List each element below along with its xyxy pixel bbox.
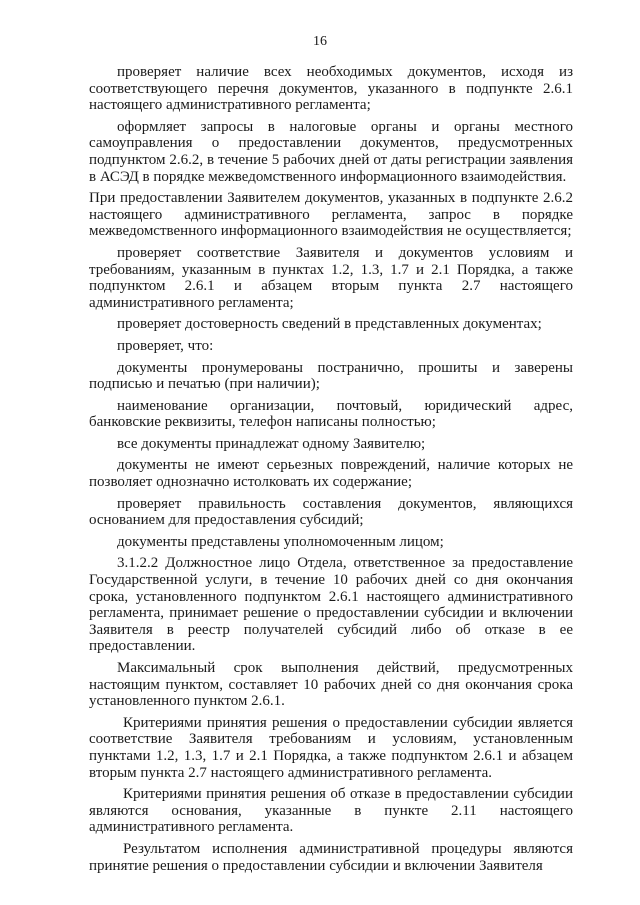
- page-number: 16: [313, 34, 327, 49]
- paragraph: 3.1.2.2 Должностное лицо Отдела, ответственное за предоставление Государственной услуги, в течение 10 рабочих дней со дня окончания срока, установленного подпунктом 2.6.1 настоящего административного регламента, принимает решение о предоставлении субсидии и включении Заявителя в реестр получателей субсидий либо об отказе в ее предоставлении.: [89, 555, 573, 655]
- paragraph: Результатом исполнения административной процедуры являются принятие решения о предоставлении субсидии и включении Заявителя: [89, 840, 573, 874]
- paragraph: проверяет, что:: [117, 337, 214, 354]
- paragraph: документы пронумерованы постранично, прошиты и заверены подписью и печатью (при наличии);: [89, 359, 573, 393]
- paragraph: проверяет достоверность сведений в представленных документах;: [117, 316, 542, 333]
- document-body: [89, 64, 573, 879]
- paragraph: проверяет правильность составления документов, являющихся основанием для предоставления субсидий;: [89, 495, 573, 529]
- paragraph: При предоставлении Заявителем документов, указанных в подпункте 2.6.2 настоящего административного регламента, запрос в порядке межведомственного информационного взаимодействия не осуществляется;: [89, 190, 573, 240]
- paragraph: все документы принадлежат одному Заявителю;: [117, 435, 426, 452]
- paragraph: оформляет запросы в налоговые органы и органы местного самоуправления о предоставлении документов, предусмотренных подпунктом 2.6.2, в течение 5 рабочих дней от даты регистрации заявления в АСЭД в порядке межведомственного информационного взаимодействия.: [89, 118, 573, 185]
- paragraph: документы не имеют серьезных повреждений, наличие которых не позволяет однозначно истолковать их содержание;: [89, 457, 573, 491]
- paragraph: документы представлены уполномоченным лицом;: [117, 533, 444, 550]
- paragraph: проверяет соответствие Заявителя и документов условиям и требованиям, указанным в пунктах 1.2, 1.3, 1.7 и 2.1 Порядка, а также подпунктом 2.6.1 и абзацем вторым пункта 2.7 настоящего административного регламента;: [89, 244, 573, 311]
- paragraph: Максимальный срок выполнения действий, предусмотренных настоящим пунктом, составляет 10 рабочих дней со дня окончания срока установленного пунктом 2.6.1.: [89, 660, 573, 710]
- paragraph: проверяет наличие всех необходимых документов, исходя из соответствующего перечня документов, указанного в подпункте 2.6.1 настоящего административного регламента;: [89, 64, 573, 114]
- paragraph: наименование организации, почтовый, юридический адрес, банковские реквизиты, телефон написаны полностью;: [89, 397, 573, 431]
- paragraph: Критериями принятия решения о предоставлении субсидии является соответствие Заявителя требованиям и условиям, установленным пунктами 1.2, 1.3, 1.7 и 2.1 Порядка, а также подпунктом 2.6.1 и абзацем вторым пункта 2.7 настоящего административного регламента.: [89, 714, 573, 781]
- paragraph: Критериями принятия решения об отказе в предоставлении субсидии являются основания, указанные в пункте 2.11 настоящего административного регламента.: [89, 786, 573, 836]
